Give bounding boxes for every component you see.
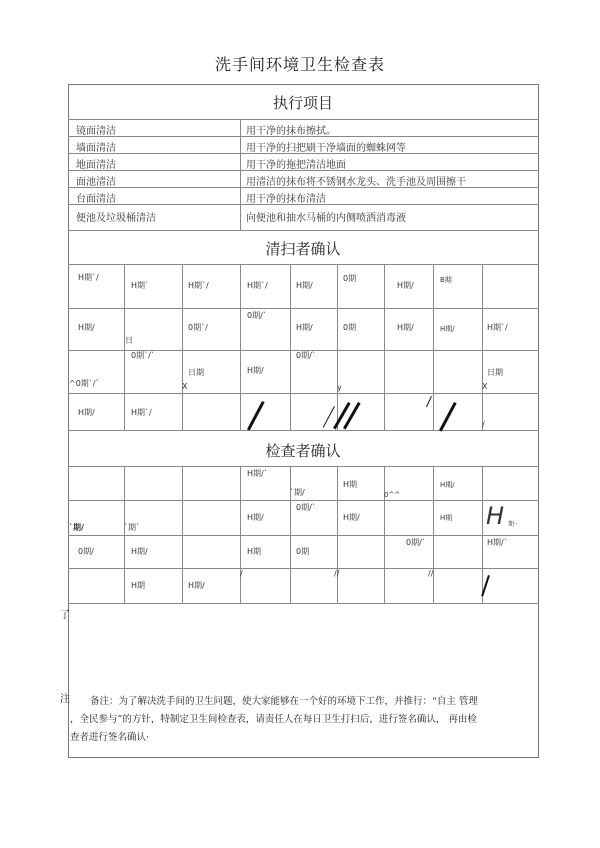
cleaner-mark: 0期/` xyxy=(247,311,267,320)
rule xyxy=(68,500,538,501)
cleaner-mark: / xyxy=(482,420,485,429)
rule xyxy=(68,430,538,431)
cleaner-mark: y xyxy=(337,383,342,392)
inspector-mark: H期/ xyxy=(440,481,455,489)
item-name: 地面清洁 xyxy=(76,160,116,171)
rule xyxy=(290,466,291,603)
inspector-mark: 0期 xyxy=(296,547,310,556)
inspector-mark: 0期/` xyxy=(296,503,316,512)
item-method: 用干净的拖把清洁地面 xyxy=(246,160,346,171)
cleaner-mark: H期/ xyxy=(397,323,414,332)
cleaner-mark: H期/ xyxy=(78,323,95,332)
cleaner-mark: H期/ xyxy=(247,366,264,375)
item-name: 面池清洁 xyxy=(76,177,116,188)
section-cleaner-heading: 清扫者确认 xyxy=(265,240,341,258)
inspector-mark: / xyxy=(240,569,243,578)
rule xyxy=(240,264,241,430)
rule xyxy=(68,264,538,265)
rule xyxy=(240,119,241,230)
side-char: 注 xyxy=(60,694,70,705)
cleaner-mark: 0期`/` xyxy=(131,351,155,360)
cleaner-mark: ^0期`/` xyxy=(69,379,100,388)
note-line: 备注：为了解决洗手间的卫生问题，使大家能够在一个好的环境下工作，并推行：“自主 管理 xyxy=(90,696,478,707)
note-line: ，全民参与”的方针，特制定卫生间检查表，请责任人在每日卫生打扫后，进行签名确认， 再由检 xyxy=(70,714,477,725)
rule xyxy=(337,264,338,430)
inspector-mark: H期 xyxy=(247,547,262,556)
rule xyxy=(337,466,338,603)
inspector-mark: 0期/ xyxy=(78,547,94,556)
item-name: 墙面清洁 xyxy=(76,143,116,154)
cleaner-mark: H期`/ xyxy=(78,273,99,282)
item-name: 便池及垃圾桶清洁 xyxy=(76,213,156,224)
rule xyxy=(290,264,291,430)
rule xyxy=(433,264,434,430)
cleaner-mark: 日期 xyxy=(188,368,204,377)
cleaner-mark: 0期/` xyxy=(296,351,316,360)
cleaner-mark: H期` xyxy=(131,281,150,290)
rule xyxy=(482,264,483,430)
rule xyxy=(124,466,125,603)
inspector-mark: // xyxy=(428,569,434,578)
cleaner-mark: H期/ xyxy=(78,408,95,417)
cleaner-mark: H期/ xyxy=(440,325,455,333)
inspector-mark: H期/` xyxy=(487,538,508,547)
inspector-mark: H期/ xyxy=(343,513,360,522)
item-method: 向便池和抽水马桶的内侧喷洒消毒液 xyxy=(246,213,406,224)
cleaner-mark: H期`/ xyxy=(131,408,152,417)
cleaner-mark: 0期`/ xyxy=(188,323,208,332)
cleaner-mark: X xyxy=(482,382,488,391)
note-text xyxy=(70,693,538,747)
inspector-mark: // xyxy=(334,569,340,578)
note-line: 查者进行签名确认· xyxy=(70,732,150,743)
rule xyxy=(68,535,538,536)
cleaner-mark: H期`/ xyxy=(188,281,209,290)
inspector-mark: H期 xyxy=(343,480,358,489)
item-name: 镜面清洁 xyxy=(76,126,116,137)
rule xyxy=(384,264,385,430)
inspector-mark: H期 xyxy=(131,581,146,590)
item-method: 用干净的抹布清洁 xyxy=(246,194,326,205)
inspector-mark: 0期/` xyxy=(406,538,426,547)
cleaner-mark: 0期 xyxy=(343,274,357,283)
inspector-mark: 0^^ xyxy=(384,491,401,499)
rule xyxy=(433,466,434,603)
rule xyxy=(68,119,538,120)
section-inspector-heading: 检查者确认 xyxy=(265,442,341,460)
cleaner-mark: H期`/ xyxy=(247,281,268,290)
rule xyxy=(68,230,538,231)
cleaner-mark: H期`/ xyxy=(487,323,508,332)
rule xyxy=(68,393,538,394)
inspector-mark: 期·· xyxy=(508,521,518,528)
cleaner-mark: H期/ xyxy=(296,323,313,332)
inspector-mark: H xyxy=(486,502,505,530)
inspector-mark: `期` xyxy=(124,523,140,532)
rule xyxy=(182,466,183,603)
cleaner-mark: X xyxy=(182,382,188,391)
inspector-mark: H期/ xyxy=(188,581,205,590)
inspector-mark: H期 xyxy=(440,514,453,522)
rule xyxy=(68,568,538,569)
inspector-mark: H期/ xyxy=(131,547,148,556)
section-exec-heading: 执行项目 xyxy=(272,94,333,112)
rule xyxy=(124,264,125,430)
inspector-mark: H期/ xyxy=(247,513,264,522)
item-method: 用干净的扫把刷干净墙面的蜘蛛网等 xyxy=(246,143,406,154)
cleaner-mark: 0期 xyxy=(343,323,357,332)
rule xyxy=(240,466,241,603)
inspector-mark: `期/ xyxy=(69,523,84,532)
item-method: 用清洁的抹布将不锈钢水龙头、洗手池及周围擦干 xyxy=(246,177,466,188)
inspector-mark: `期/ xyxy=(290,488,305,497)
rule xyxy=(384,466,385,603)
rule xyxy=(182,264,183,430)
cleaner-mark: H期/ xyxy=(397,281,414,290)
rule xyxy=(68,466,538,467)
item-name: 台面清洁 xyxy=(76,194,116,205)
cleaner-mark: B期 xyxy=(440,276,452,284)
cleaner-mark: H期/ xyxy=(296,281,313,290)
page-title: 洗手间环境卫生检查表 xyxy=(214,55,385,74)
item-method: 用干净的抹布擦拭。 xyxy=(246,126,336,137)
rule xyxy=(68,308,538,309)
cleaner-mark: 日 xyxy=(125,336,133,345)
cleaner-mark: 日期 xyxy=(487,368,503,377)
rule xyxy=(482,466,483,603)
inspector-mark: H期/` xyxy=(247,469,268,478)
side-char: 了 xyxy=(60,610,70,621)
rule xyxy=(68,603,538,604)
